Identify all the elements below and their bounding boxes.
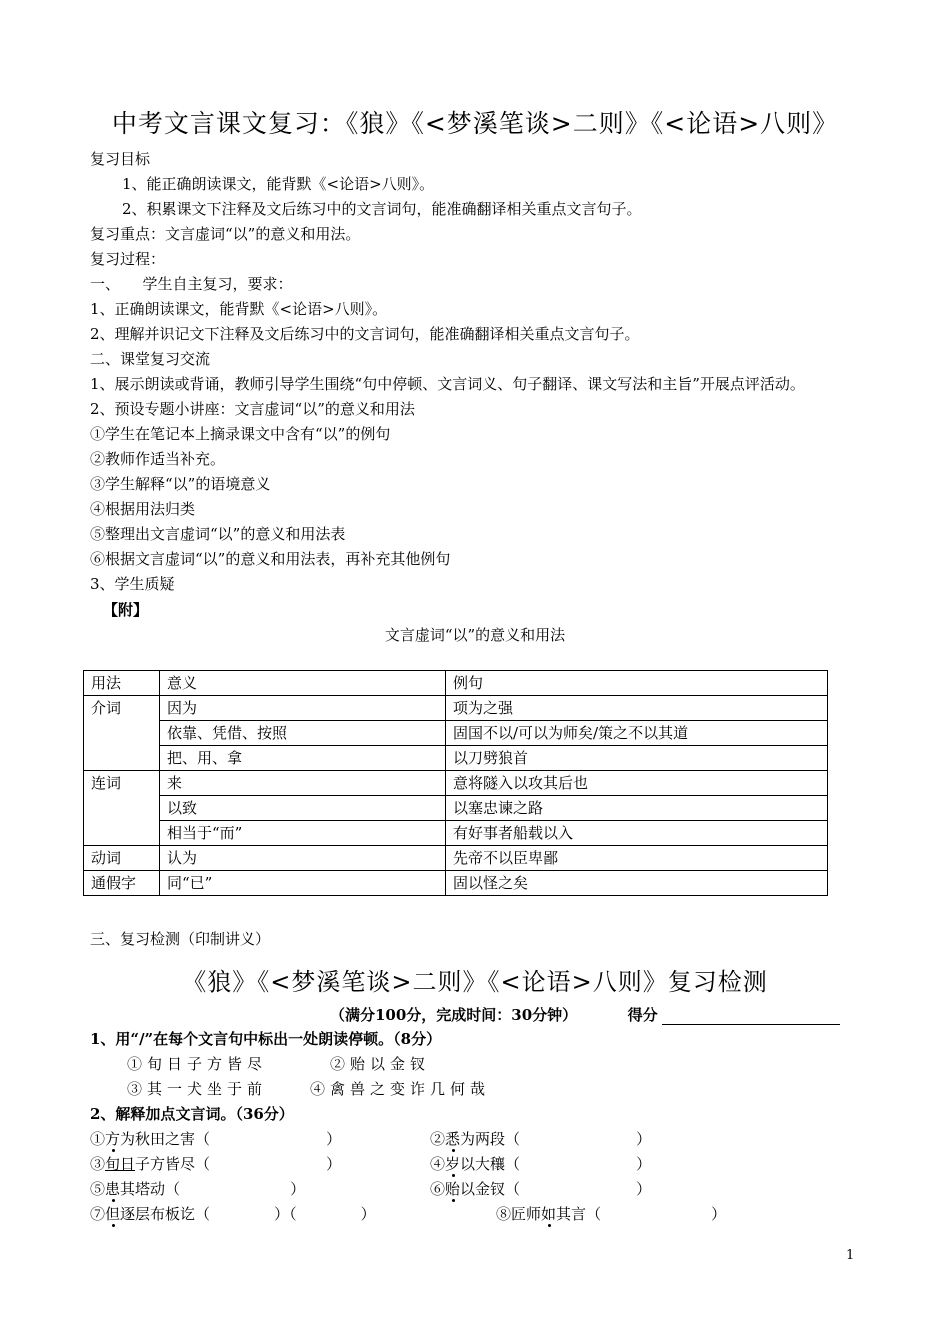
example-cell: 固以怪之矣 xyxy=(446,871,828,896)
item-sentence: 匠师如其言 xyxy=(511,1205,587,1223)
emphasized-word: 但 xyxy=(105,1205,121,1223)
step2-item-4: ②教师作适当补充。 xyxy=(90,450,226,468)
step1-item-2: 2、理解并识记文下注释及文后练习中的文言词句，能准确翻译相关重点文言句子。 xyxy=(90,325,640,343)
q2-item-4: ④岁以大穰（ ） xyxy=(430,1155,652,1173)
example-cell: 固国不以/可以为师矣/策之不以其道 xyxy=(446,721,828,746)
table-header-example: 例句 xyxy=(446,671,828,696)
attachment-label: 【附】 xyxy=(103,601,149,619)
item-sentence: 悉为两段 xyxy=(445,1130,506,1148)
q1-item-1: ①旬日子方皆尽 xyxy=(127,1055,268,1073)
q2-prompt: 2、解释加点文言词。（36分） xyxy=(90,1105,294,1123)
document-title: 中考文言课文复习：《狼》《<梦溪笔谈>二则》《<论语>八则》 xyxy=(111,109,839,138)
item-number: ⑧ xyxy=(496,1205,512,1223)
emphasized-word: 贻 xyxy=(445,1180,461,1198)
usage-cell: 连词 xyxy=(84,771,160,846)
q2-item-2: ②悉为两段（ ） xyxy=(430,1130,652,1148)
close-paren: ） xyxy=(326,1130,342,1148)
table-row xyxy=(84,796,828,821)
step2-item-8: ⑥根据文言虚词“以”的意义和用法表，再补充其他例句 xyxy=(90,550,451,568)
example-cell: 意将隧入以攻其后也 xyxy=(446,771,828,796)
goal-item-1: 1、能正确朗读课文，能背默《<论语>八则》。 xyxy=(122,175,435,193)
emphasized-word: 方 xyxy=(105,1130,121,1148)
step2-item-7: ⑤整理出文言虚词“以”的意义和用法表 xyxy=(90,525,346,543)
meaning-cell: 因为 xyxy=(160,696,446,721)
close-paren: ） xyxy=(636,1130,652,1148)
table-row xyxy=(84,696,828,721)
step2-item-6: ④根据用法归类 xyxy=(90,500,196,518)
usage-cell: 动词 xyxy=(84,846,160,871)
close-paren: ） xyxy=(360,1205,376,1223)
table-header-usage: 用法 xyxy=(84,671,160,696)
table-row xyxy=(84,721,828,746)
close-paren: ） xyxy=(326,1155,342,1173)
item-sentence: 贻以金钗 xyxy=(445,1180,506,1198)
example-cell: 有好事者船载以入 xyxy=(446,821,828,846)
close-paren: ） xyxy=(711,1205,727,1223)
table-row xyxy=(84,871,828,896)
table-row xyxy=(84,846,828,871)
close-paren: ） xyxy=(636,1155,652,1173)
example-cell: 以塞忠谏之路 xyxy=(446,796,828,821)
close-paren: ） xyxy=(290,1180,306,1198)
table-header-meaning: 意义 xyxy=(160,671,446,696)
item-sentence: 患其塔动 xyxy=(105,1180,166,1198)
usage-cell: 介词 xyxy=(84,696,160,771)
test-meta xyxy=(330,1004,840,1025)
test-meta-text: （满分100分，完成时间：30分钟） xyxy=(330,1006,578,1024)
meaning-cell: 同“已” xyxy=(160,871,446,896)
goals-heading: 复习目标 xyxy=(90,150,151,168)
section-3-heading: 三、复习检测（印制讲义） xyxy=(90,930,271,948)
meaning-cell: 认为 xyxy=(160,846,446,871)
example-cell: 以刀劈狼首 xyxy=(446,746,828,771)
test-title: 《狼》《<梦溪笔谈>二则》《<论语>八则》复习检测 xyxy=(182,968,768,996)
usage-table xyxy=(83,670,828,896)
item-number: ⑥ xyxy=(430,1180,446,1198)
meaning-cell: 依靠、凭借、按照 xyxy=(160,721,446,746)
page-number: 1 xyxy=(846,1248,855,1263)
process-step-2: 二、课堂复习交流 xyxy=(90,350,211,368)
table-row xyxy=(84,746,828,771)
score-blank[interactable] xyxy=(662,1010,840,1025)
q2-item-1: ①方为秋田之害（ ） xyxy=(90,1130,342,1148)
q2-item-5: ⑤患其塔动（ ） xyxy=(90,1180,306,1198)
example-cell: 项为之强 xyxy=(446,696,828,721)
table-header-row xyxy=(84,671,828,696)
score-label: 得分 xyxy=(627,1006,658,1024)
table-row xyxy=(84,821,828,846)
table-caption: 文言虚词“以”的意义和用法 xyxy=(384,626,566,644)
item-sentence: 旬日子方皆尽 xyxy=(105,1155,196,1173)
q2-item-7: ⑦但逐层布板讫（ ）（ ） xyxy=(90,1205,376,1223)
emphasized-word: 如 xyxy=(541,1205,557,1223)
q1-item-3: ③其一犬坐于前 xyxy=(127,1080,268,1098)
item-number: ④ xyxy=(430,1155,446,1173)
item-sentence: 但逐层布板讫 xyxy=(105,1205,196,1223)
q1-prompt: 1、用“/”在每个文言句中标出一处朗读停顿。（8分） xyxy=(90,1030,442,1048)
q2-item-8: ⑧匠师如其言（ ） xyxy=(496,1205,727,1223)
meaning-cell: 把、用、拿 xyxy=(160,746,446,771)
emphasized-word: 岁 xyxy=(445,1155,461,1173)
focus-line: 复习重点：文言虚词“以”的意义和用法。 xyxy=(90,225,361,243)
emphasized-word: 悉 xyxy=(445,1130,461,1148)
usage-cell: 通假字 xyxy=(84,871,160,896)
emphasized-word: 旬日 xyxy=(105,1155,136,1173)
item-number: ① xyxy=(90,1130,106,1148)
step2-item-2: 2、预设专题小讲座：文言虚词“以”的意义和用法 xyxy=(90,400,415,418)
item-sentence: 岁以大穰 xyxy=(445,1155,506,1173)
item-number: ③ xyxy=(90,1155,106,1173)
goal-item-2: 2、积累课文下注释及文后练习中的文言词句，能准确翻译相关重点文言句子。 xyxy=(122,200,642,218)
close-paren: ） xyxy=(636,1180,652,1198)
item-number: ⑤ xyxy=(90,1180,106,1198)
process-heading: 复习过程： xyxy=(90,250,166,268)
q1-item-4: ④禽兽之变诈几何哉 xyxy=(310,1080,491,1098)
step2-item-5: ③学生解释“以”的语境意义 xyxy=(90,475,271,493)
q2-item-6: ⑥贻以金钗（ ） xyxy=(430,1180,652,1198)
meaning-cell: 以致 xyxy=(160,796,446,821)
meaning-cell: 来 xyxy=(160,771,446,796)
q2-item-3: ③旬日子方皆尽（ ） xyxy=(90,1155,342,1173)
step2-item-3: ①学生在笔记本上摘录课文中含有“以”的例句 xyxy=(90,425,391,443)
item-sentence: 方为秋田之害 xyxy=(105,1130,196,1148)
item-number: ⑦ xyxy=(90,1205,106,1223)
step2-item-9: 3、学生质疑 xyxy=(90,575,175,593)
item-number: ② xyxy=(430,1130,446,1148)
step2-item-1: 1、展示朗读或背诵，教师引导学生围绕“句中停顿、文言词义、句子翻译、课文写法和主旨”开展点评活动。 xyxy=(90,375,805,393)
example-cell: 先帝不以臣卑鄙 xyxy=(446,846,828,871)
table-row xyxy=(84,771,828,796)
q1-item-2: ②贻以金钗 xyxy=(330,1055,431,1073)
process-step-1: 一、 学生自主复习，要求： xyxy=(90,275,293,293)
meaning-cell: 相当于“而” xyxy=(160,821,446,846)
step1-item-1: 1、正确朗读课文，能背默《<论语>八则》。 xyxy=(90,300,388,318)
emphasized-word: 患 xyxy=(105,1180,121,1198)
